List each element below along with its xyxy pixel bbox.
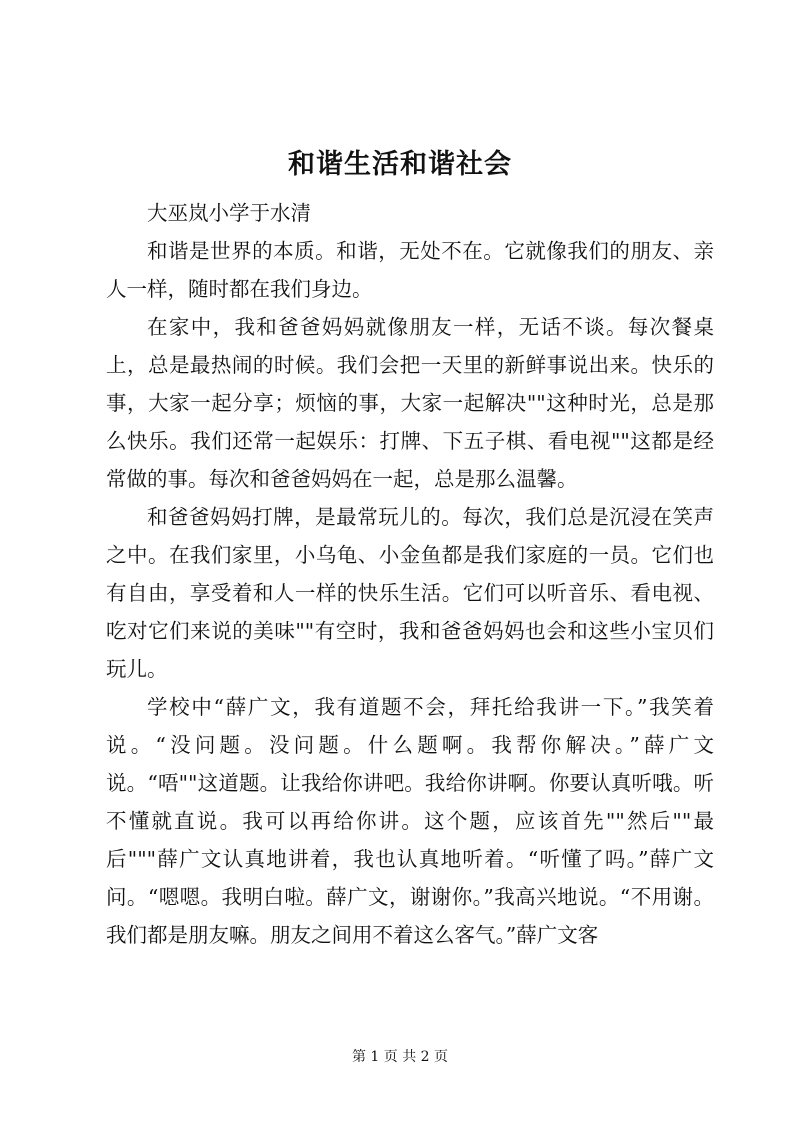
paragraph: 和谐是世界的本质。和谐，无处不在。它就像我们的朋友、亲人一样，随时都在我们身边。 [106,239,714,301]
document-body [106,194,714,954]
paragraph: 和爸爸妈妈打牌，是最常玩儿的。每次，我们总是沉浸在笑声之中。在我们家里，小乌龟、小金鱼都是我们家庭的一员。它们也有自由，享受着和人一样的快乐生活。它们可以听音乐、看电视、吃对它们来说的美味""有空时，我和爸爸妈妈也会和这些小宝贝们玩儿。 [106,505,714,681]
paragraph: 学校中“薛广文，我有道题不会，拜托给我讲一下。”我笑着说。“没问题。没问题。什么题啊。我帮你解决。”薛广文说。“唔""这道题。让我给你讲吧。我给你讲啊。你要认真听哦。听不懂就直说。我可以再给你讲。这个题，应该首先""然后""最后"""薛广文认真地讲着，我也认真地听着。“听懂了吗。”薛广文问。“嗯嗯。我明白啦。薛广文，谢谢你。”我高兴地说。“不用谢。我们都是朋友嘛。朋友之间用不着这么客气。”薛广文客 [106,695,714,947]
document-title: 和谐生活和谐社会 [288,149,512,180]
page-footer: 第 1 页 共 2 页 [351,1049,449,1065]
paragraph: 在家中，我和爸爸妈妈就像朋友一样，无话不谈。每次餐桌上，总是最热闹的时候。我们会把一天里的新鲜事说出来。快乐的事，大家一起分享；烦恼的事，大家一起解决""这种时光，总是那么快乐。我们还常一起娱乐：打牌、下五子棋、看电视""这都是经常做的事。每次和爸爸妈妈在一起，总是那么温馨。 [106,315,714,491]
author-line: 大巫岚小学于水清 [147,201,311,225]
